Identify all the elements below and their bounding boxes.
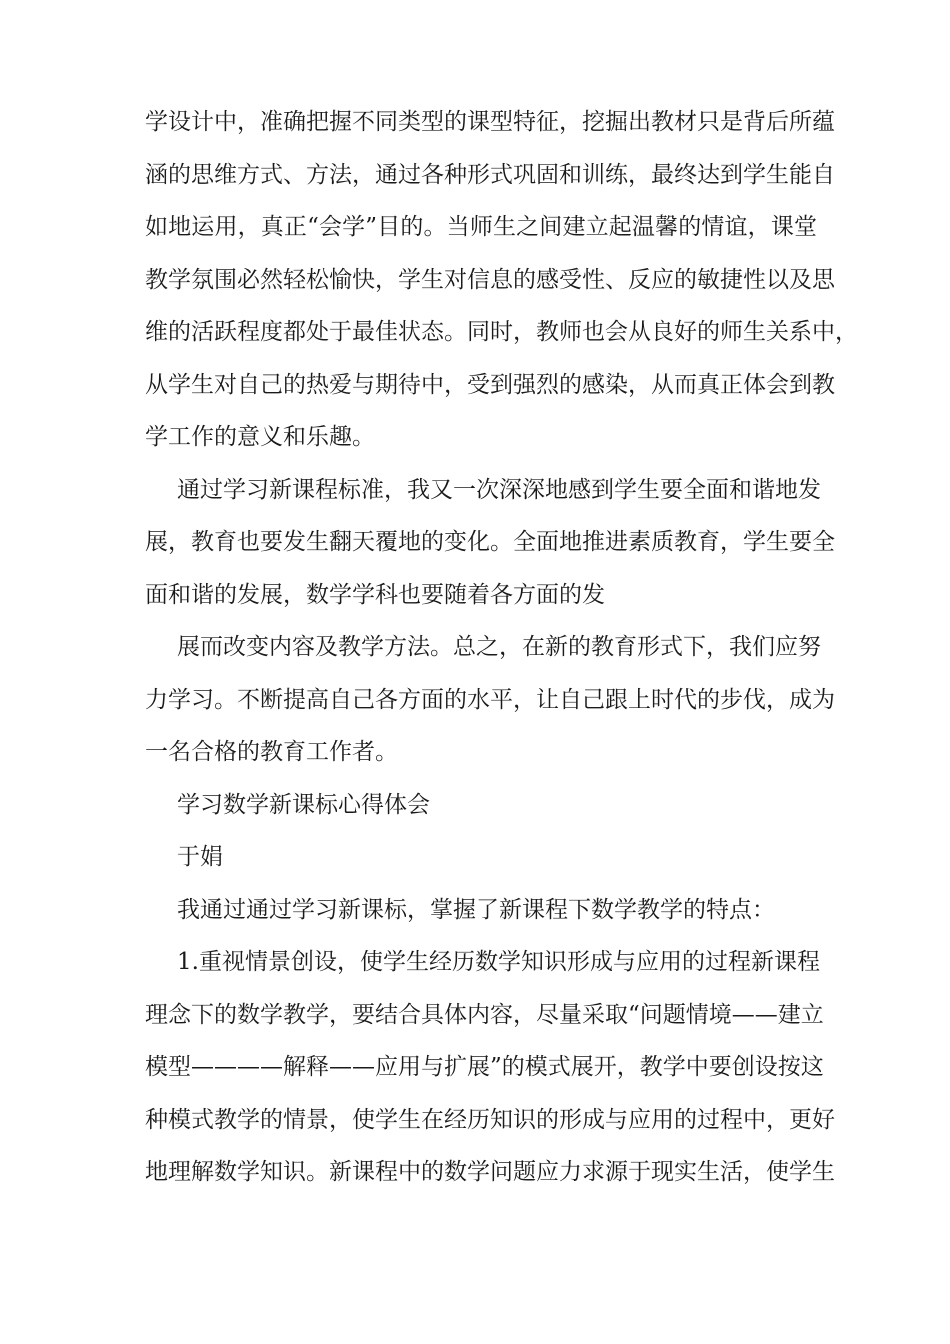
text-line: 涵的思维方式、方法，通过各种形式巩固和训练，最终达到学生能自	[145, 161, 835, 188]
text-line: 理念下的数学教学，要结合具体内容，尽量采取“问题情境——建立	[145, 1001, 824, 1028]
text-line: 学设计中，准确把握不同类型的课型特征，挖掘出教材只是背后所蕴	[145, 109, 835, 135]
text-line: 教学氛围必然轻松愉快，学生对信息的感受性、反应的敏捷性以及思	[145, 266, 835, 293]
paragraph-first-line: 展而改变内容及教学方法。总之，在新的教育形式下，我们应努	[177, 634, 821, 660]
section-title: 学习数学新课标心得体会	[177, 791, 430, 818]
text-line: 种模式教学的情景，使学生在经历知识的形成与应用的过程中，更好	[145, 1106, 835, 1133]
numbered-item-line: 1.重视情景创设，使学生经历数学知识形成与应用的过程新课程	[177, 949, 820, 975]
document-body	[145, 96, 858, 1199]
text-line: 模型————解释——应用与扩展”的模式展开，教学中要创设按这	[145, 1054, 824, 1080]
text-line: 力学习。不断提高自己各方面的水平，让自己跟上时代的步伐，成为	[145, 686, 835, 713]
author-name: 于娟	[177, 844, 223, 870]
text-line: 如地运用，真正“会学”目的。当师生之间建立起温馨的情谊，课堂	[145, 214, 817, 240]
text-line: 维的活跃程度都处于最佳状态。同时，教师也会从良好的师生关系中，	[145, 319, 858, 345]
text-line: 一名合格的教育工作者。	[145, 739, 398, 765]
text-line: 从学生对自己的热爱与期待中，受到强烈的感染，从而真正体会到教	[145, 371, 835, 398]
text-line: 学工作的意义和乐趣。	[145, 424, 375, 450]
text-line: 地理解数学知识。新课程中的数学问题应力求源于现实生活，使学生	[145, 1159, 835, 1185]
paragraph-first-line: 通过学习新课程标准，我又一次深深地感到学生要全面和谐地发	[177, 476, 821, 503]
text-line: 面和谐的发展，数学学科也要随着各方面的发	[145, 581, 605, 608]
text-line: 展，教育也要发生翻天覆地的变化。全面地推进素质教育，学生要全	[145, 529, 835, 555]
paragraph-first-line: 我通过通过学习新课标，掌握了新课程下数学教学的特点：	[177, 896, 775, 923]
